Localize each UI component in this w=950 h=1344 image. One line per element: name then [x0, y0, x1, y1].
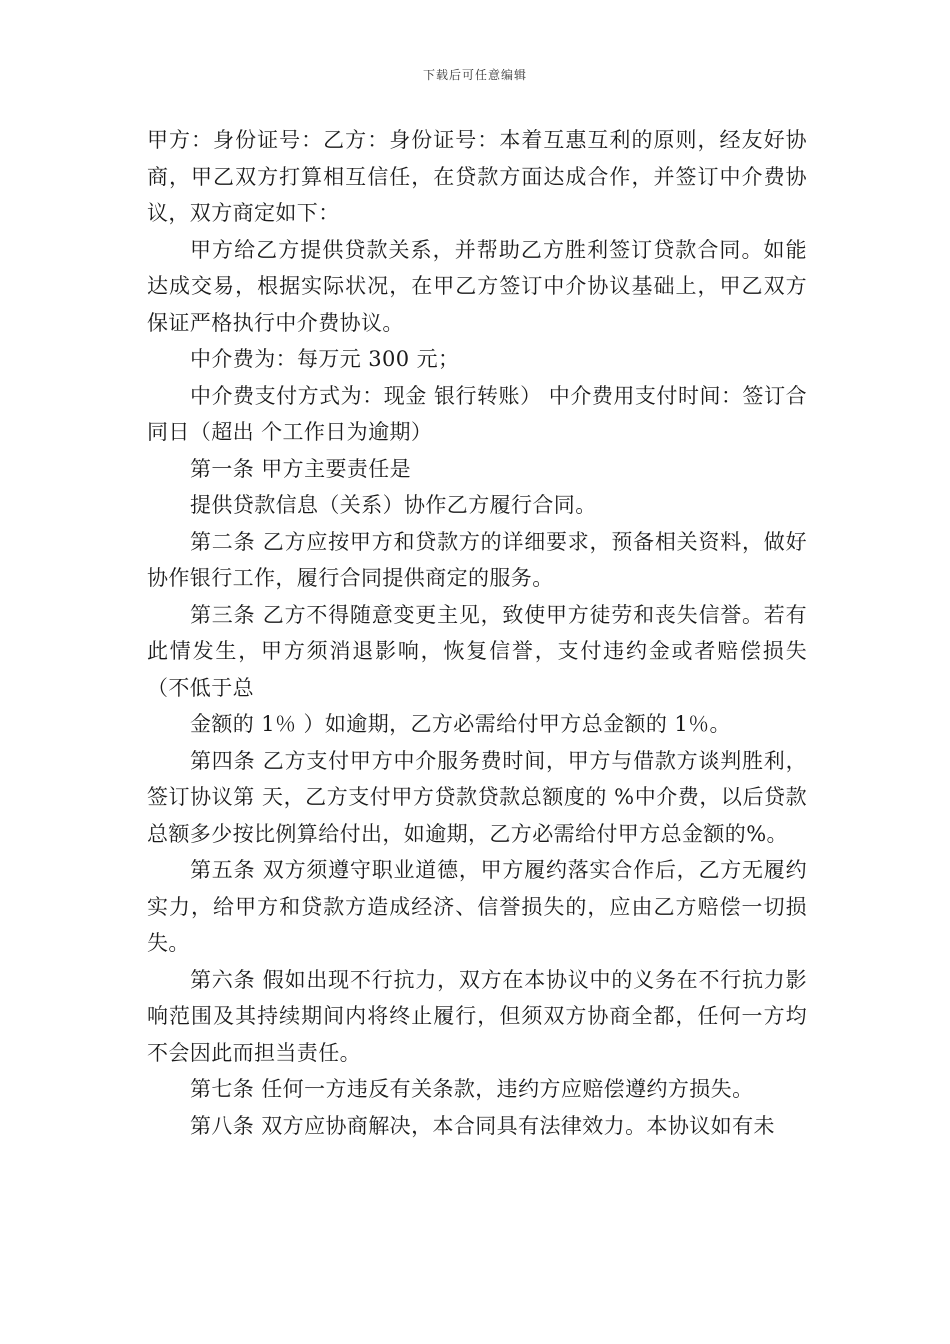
paragraph-article-5: 第五条 双方须遵守职业道德，甲方履约落实合作后，乙方无履约实力，给甲方和贷款方造成经济、信誉损失的，应由乙方赔偿一切损失。: [147, 858, 807, 955]
paragraph-article-8: 第八条 双方应协商解决，本合同具有法律效力。本协议如有未: [190, 1113, 775, 1138]
paragraph-fee: 中介费为：每万元 300 元；: [190, 347, 460, 371]
paragraph-payment: 中介费支付方式为：现金 银行转账） 中介费用支付时间：签订合同日（超出 个工作日为逾期）: [147, 383, 807, 444]
paragraph-article-6: 第六条 假如出现不行抗力，双方在本协议中的义务在不行抗力影响范围及其持续期间内将终止履行，但须双方协商全都，任何一方均不会因此而担当责任。: [147, 967, 807, 1065]
paragraph-article-2: 第二条 乙方应按甲方和贷款方的详细要求，预备相关资料，做好协作银行工作，履行合同提供商定的服务。: [147, 529, 807, 590]
paragraph-article-7: 第七条 任何一方违反有关条款，违约方应赔偿遵约方损失。: [190, 1077, 754, 1101]
paragraph-intro: 甲方：身份证号：乙方：身份证号：本着互惠互利的原则，经友好协商，甲乙双方打算相互信任，在贷款方面达成合作，并签订中介费协议，双方商定如下：: [147, 128, 807, 225]
paragraph-service: 甲方给乙方提供贷款关系，并帮助乙方胜利签订贷款合同。如能达成交易，根据实际状况，在甲乙方签订中介协议基础上，甲乙双方保证严格执行中介费协议。: [147, 237, 807, 335]
paragraph-article-1-title: 第一条 甲方主要责任是: [190, 456, 412, 481]
paragraph-article-3-cont: 金额的 1％ ）如逾期，乙方必需给付甲方总金额的 1％。: [190, 712, 731, 736]
document-body: [147, 122, 807, 1144]
page-header: 下载后可任意编辑: [422, 68, 527, 82]
paragraph-article-1-body: 提供贷款信息（关系）协作乙方履行合同。: [190, 493, 597, 517]
paragraph-article-3: 第三条 乙方不得随意变更主见，致使甲方徒劳和丧失信誉。若有此情发生，甲方须消退影响，恢复信誉，支付违约金或者赔偿损失（不低于总: [147, 602, 807, 700]
paragraph-article-4: 第四条 乙方支付甲方中介服务费时间，甲方与借款方谈判胜利，签订协议第 天，乙方支付甲方贷款贷款总额度的 %中介费，以后贷款总额多少按比例算给付出，如逾期，乙方必需给付甲方总金额的%。: [147, 748, 807, 846]
